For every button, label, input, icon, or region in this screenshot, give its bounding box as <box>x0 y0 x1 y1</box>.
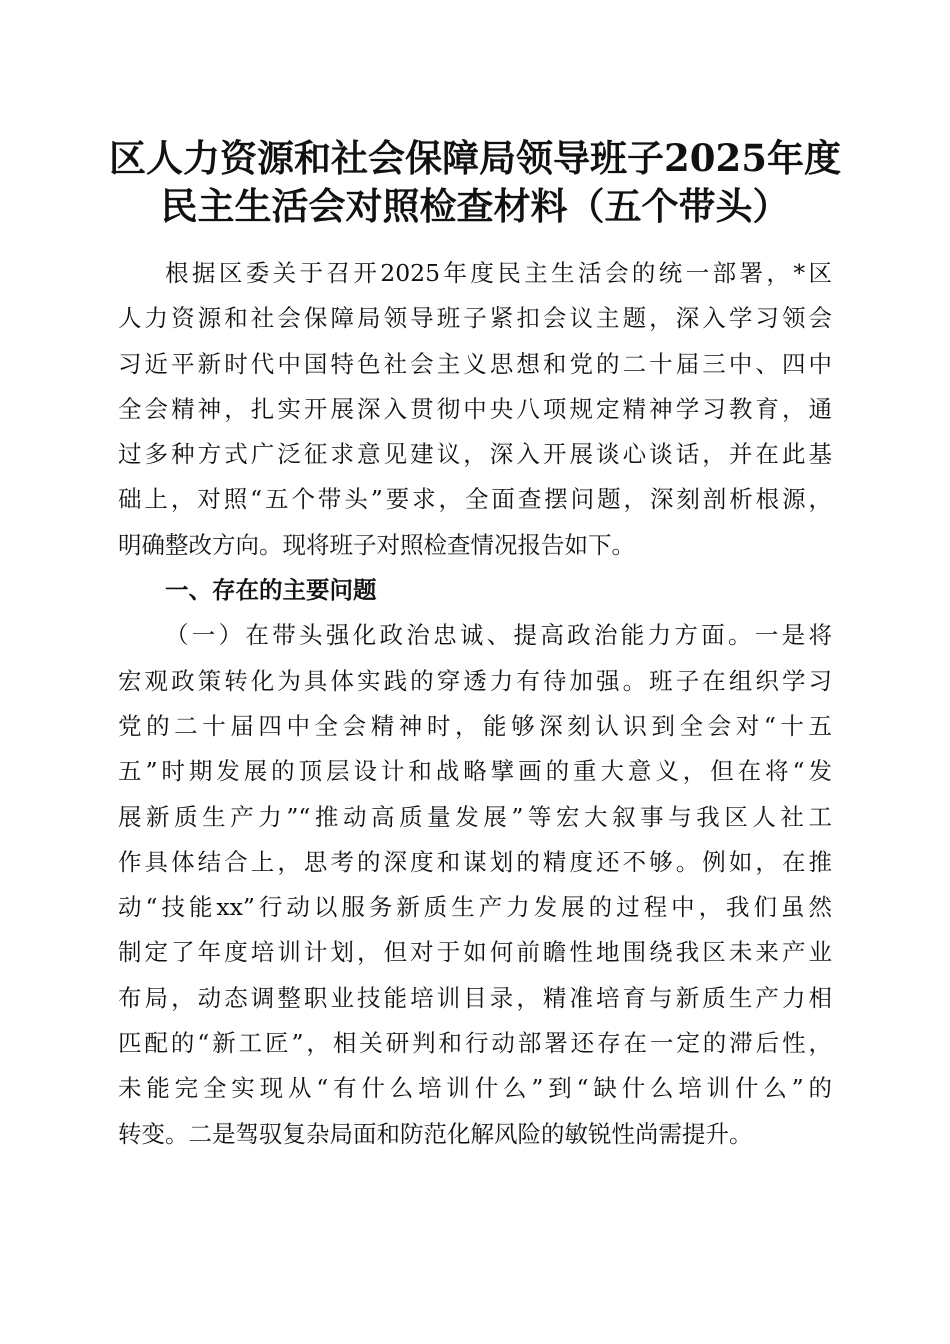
paragraph-line: （一）在带头强化政治忠诚、提高政治能力方面。一是将 <box>165 621 832 650</box>
paragraph-line: 过多种方式广泛征求意见建议，深入开展谈心谈话，并在此基 <box>118 440 832 469</box>
title-line-1: 区人力资源和社会保障局领导班子2025年度 <box>109 136 841 180</box>
paragraph-line: 制定了年度培训计划，但对于如何前瞻性地围绕我区未来产业 <box>118 938 832 967</box>
paragraph-line: 根据区委关于召开2025年度民主生活会的统一部署，*区 <box>165 259 832 287</box>
section-1-paragraph <box>118 613 832 1157</box>
document-title <box>100 134 850 230</box>
paragraph-line: 全会精神，扎实开展深入贯彻中央八项规定精神学习教育，通 <box>118 394 832 423</box>
paragraph-line: 转变。二是驾驭复杂局面和防范化解风险的敏锐性尚需提升。 <box>118 1119 753 1148</box>
paragraph-line: 础上，对照“五个带头”要求，全面查摆问题，深刻剖析根源， <box>118 485 832 514</box>
paragraph-line: 明确整改方向。现将班子对照检查情况报告如下。 <box>118 530 635 559</box>
document-body <box>118 251 832 1157</box>
paragraph-line: 宏观政策转化为具体实践的穿透力有待加强。班子在组织学习 <box>118 666 832 695</box>
intro-paragraph <box>118 251 832 568</box>
paragraph-line: 习近平新时代中国特色社会主义思想和党的二十届三中、四中 <box>118 349 832 378</box>
section-heading: 一、存在的主要问题 <box>165 576 377 605</box>
paragraph-line: 未能完全实现从“有什么培训什么”到“缺什么培训什么”的 <box>118 1074 832 1103</box>
paragraph-line: 布局，动态调整职业技能培训目录，精准培育与新质生产力相 <box>118 983 832 1012</box>
paragraph-line: 展新质生产力”“推动高质量发展”等宏大叙事与我区人社工 <box>118 802 832 831</box>
paragraph-line: 五”时期发展的顶层设计和战略擘画的重大意义，但在将“发 <box>118 757 832 786</box>
paragraph-line: 党的二十届四中全会精神时，能够深刻认识到全会对“十五 <box>118 711 832 740</box>
title-line-2: 民主生活会对照检查材料（五个带头） <box>160 184 790 228</box>
paragraph-line: 动“技能xx”行动以服务新质生产力发展的过程中，我们虽然 <box>118 893 832 922</box>
paragraph-line: 作具体结合上，思考的深度和谋划的精度还不够。例如，在推 <box>118 847 832 876</box>
paragraph-line: 匹配的“新工匠”，相关研判和行动部署还存在一定的滞后性， <box>118 1029 832 1058</box>
paragraph-line: 人力资源和社会保障局领导班子紧扣会议主题，深入学习领会 <box>118 304 832 333</box>
